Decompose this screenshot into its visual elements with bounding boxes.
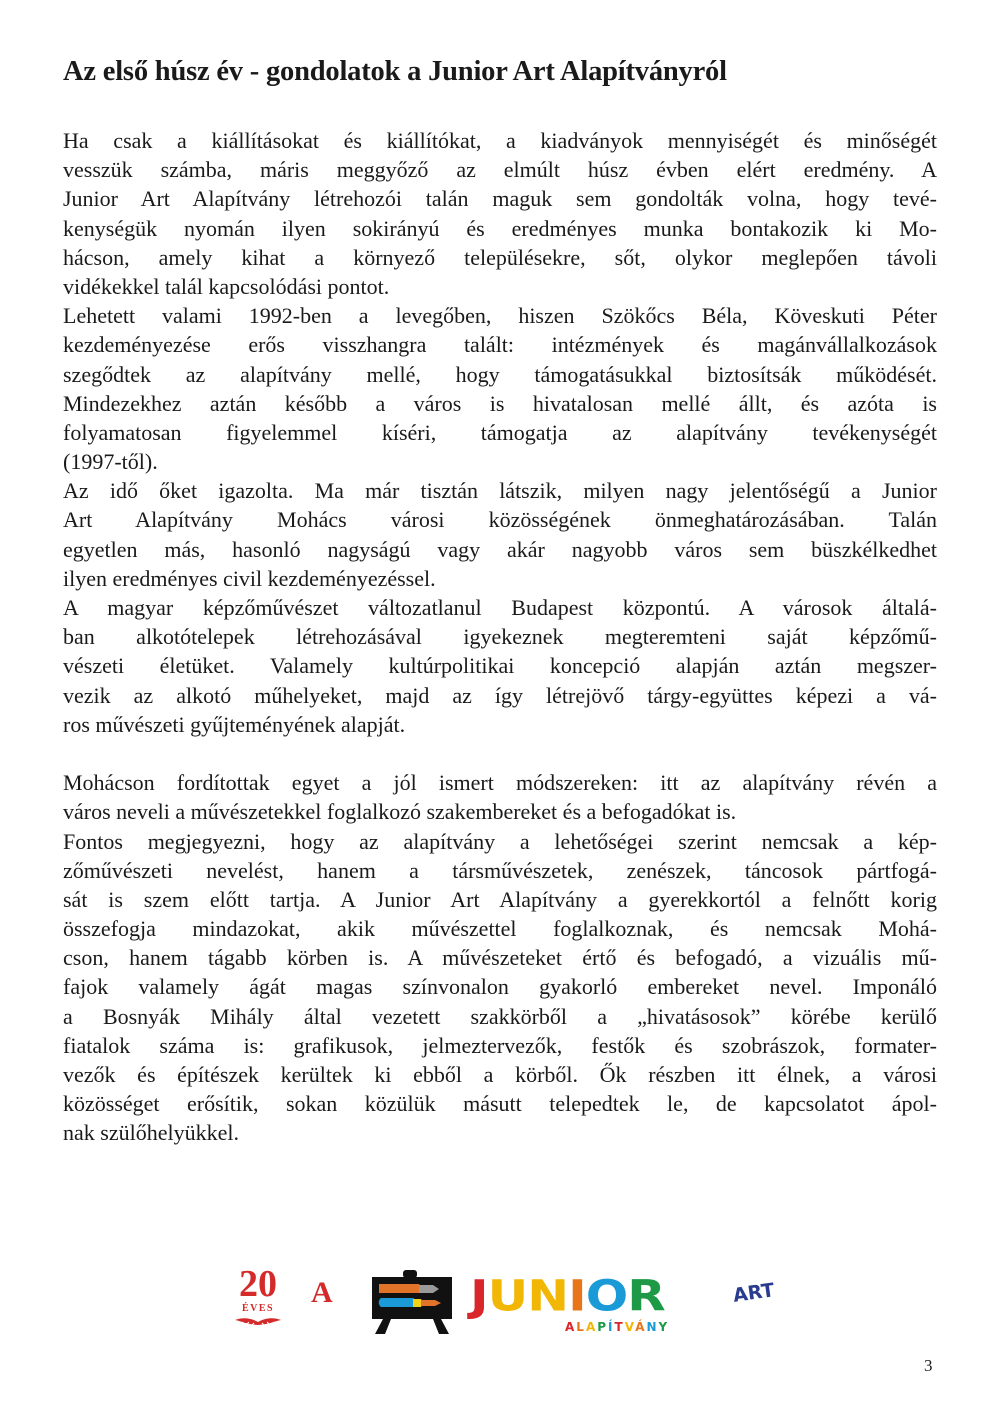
paragraph-2 — [63, 301, 937, 389]
brand-letter: I — [568, 1271, 586, 1321]
text-line: Ha csak a kiállításokat és kiállítókat, a kiadványok mennyiségét és minőségét — [63, 128, 937, 153]
brand-sub-letter: Í — [608, 1320, 615, 1334]
text-line: közösséget erősítik, sokan közülük másutt telepedtek le, de kapcsolatot ápol- — [63, 1091, 937, 1117]
text-line: egyetlen más, hasonló nagyságú vagy akár nagyobb város sem büszkélkedhet — [63, 536, 937, 562]
text-line: nak szülőhelyükkel. — [63, 1120, 239, 1146]
brand-letter: O — [585, 1271, 628, 1321]
text-line: vészeti életüket. Valamely kultúrpolitikai koncepció alapján aztán megszer- — [63, 653, 937, 679]
brand-sub-letter: Y — [658, 1320, 670, 1334]
anniversary-label: ÉVES — [241, 1303, 275, 1314]
text-line: Mohácson fordítottak egyet a jól ismert módszereken: itt az alapítvány révén a — [63, 770, 937, 796]
text-line: Art Alapítvány Mohács városi közösségének önmeghatározásában. Talán — [63, 507, 937, 533]
paragraph-1 — [63, 126, 937, 301]
text-line: Junior Art Alapítvány létrehozói talán maguk sem gondolták volna, hogy tevé- — [63, 186, 937, 212]
logo-article: A — [311, 1276, 333, 1309]
brand-sub-letter: L — [576, 1320, 586, 1334]
text-line: vezik az alkotó műhelyeket, majd az így létrejövő tárgy-együttes képezi a vá- — [63, 682, 937, 708]
text-line: Fontos megjegyezni, hogy az alapítvány a lehetőségei szerint nemcsak a kép- — [63, 828, 937, 854]
article-body — [63, 126, 937, 1148]
brand-subtitle — [565, 1320, 669, 1334]
brand-sub-letter: A — [585, 1320, 598, 1334]
text-line: kenységük nyomán ilyen sokirányú és eredményes munka bontakozik ki Mo- — [63, 215, 937, 241]
paragraph-5 — [63, 593, 937, 739]
text-line: folyamatosan figyelemmel kíséri, támogatja az alapítvány tevékenységét — [63, 419, 937, 445]
text-line: ban alkotótelepek létrehozásával igyekeznek megteremteni saját képzőmű- — [63, 624, 937, 650]
brand-art-label: ART — [731, 1279, 776, 1307]
brand-letter: R — [627, 1271, 665, 1321]
brand-sub-letter: V — [624, 1320, 636, 1334]
paragraph-3 — [63, 389, 937, 477]
anniversary-number: 20 — [239, 1263, 277, 1305]
page-number: 3 — [924, 1356, 933, 1375]
brand-letter: J — [470, 1271, 488, 1321]
text-line: ros művészeti gyűjteményének alapját. — [63, 711, 406, 737]
paragraph-6 — [63, 768, 937, 826]
text-line: fiatalok száma is: grafikusok, jelmeztervezők, festők és szobrászok, formater- — [63, 1032, 937, 1058]
brand-sub-letter: T — [614, 1320, 625, 1334]
text-line: cson, hanem tágabb körben is. A művészeteket értő és befogadó, a vizuális mű- — [63, 945, 937, 971]
text-line: Az idő őket igazolta. Ma már tisztán látszik, milyen nagy jelentőségű a Junior — [63, 478, 937, 504]
text-line: hácson, amely kihat a környező településekre, sőt, olykor meglepően távoli — [63, 244, 937, 270]
anniversary-badge — [222, 1265, 294, 1328]
text-line: vezők és építészek kerültek ki ebből a körből. Ők részben itt élnek, a városi — [63, 1062, 937, 1087]
painting-easel-icon — [369, 1270, 455, 1336]
brand-sub-letter: P — [597, 1320, 609, 1334]
text-line: fajok valamely ágát magas színvonalon gyakorló embereket nevel. Imponáló — [63, 974, 937, 1000]
text-line: zőművészeti nevelést, hanem a társművészetek, zenészek, táncosok pártfogá- — [63, 857, 937, 883]
brand-sub-letter: N — [646, 1320, 659, 1334]
paragraph-spacer — [63, 739, 937, 768]
brand-sub-letter: Á — [635, 1320, 647, 1334]
paragraph-7 — [63, 827, 937, 1148]
paragraph-4 — [63, 476, 937, 593]
brand-letter: U — [487, 1271, 528, 1321]
text-line: Mindezekhez aztán később a város is hivatalosan mellé állt, és azóta is — [63, 390, 937, 416]
footer-logo — [0, 1262, 1000, 1342]
text-line: ilyen eredményes civil kezdeményezéssel. — [63, 565, 436, 591]
text-line: A magyar képzőművészet változatlanul Budapest központú. A városok általá- — [63, 595, 937, 620]
text-line: sát is szem előtt tartja. A Junior Art Alapítvány a gyerekkortól a felnőtt korig — [63, 886, 937, 912]
laurel-icon — [233, 1316, 283, 1328]
text-line: vesszük számba, máris meggyőző az elmúlt húsz évben elért eredmény. A — [63, 157, 937, 183]
text-line: összefogja mindazokat, akik művészettel foglalkoznak, és nemcsak Mohá- — [63, 916, 937, 942]
text-line: (1997-től). — [63, 449, 158, 475]
text-line: város neveli a művészetekkel foglalkozó szakembereket és a befogadókat is. — [63, 799, 737, 825]
article-title: Az első húsz év - gondolatok a Junior Art Alapítványról — [63, 56, 727, 87]
text-line: vidékekkel talál kapcsolódási pontot. — [63, 273, 390, 299]
text-line: Lehetett valami 1992-ben a levegőben, hiszen Szökőcs Béla, Köveskuti Péter — [63, 303, 937, 329]
brand-wordmark — [470, 1271, 665, 1321]
text-line: kezdeményezése erős visszhangra talált: intézmények és magánvállalkozások — [63, 332, 937, 358]
brand-letter: N — [527, 1271, 569, 1321]
text-line: szegődtek az alapítvány mellé, hogy támogatásukkal biztosítsák működését. — [63, 361, 937, 387]
text-line: a Bosnyák Mihály által vezetett szakkörből a „hivatásosok” körébe kerülő — [63, 1003, 937, 1029]
brand-sub-letter: A — [565, 1320, 577, 1334]
